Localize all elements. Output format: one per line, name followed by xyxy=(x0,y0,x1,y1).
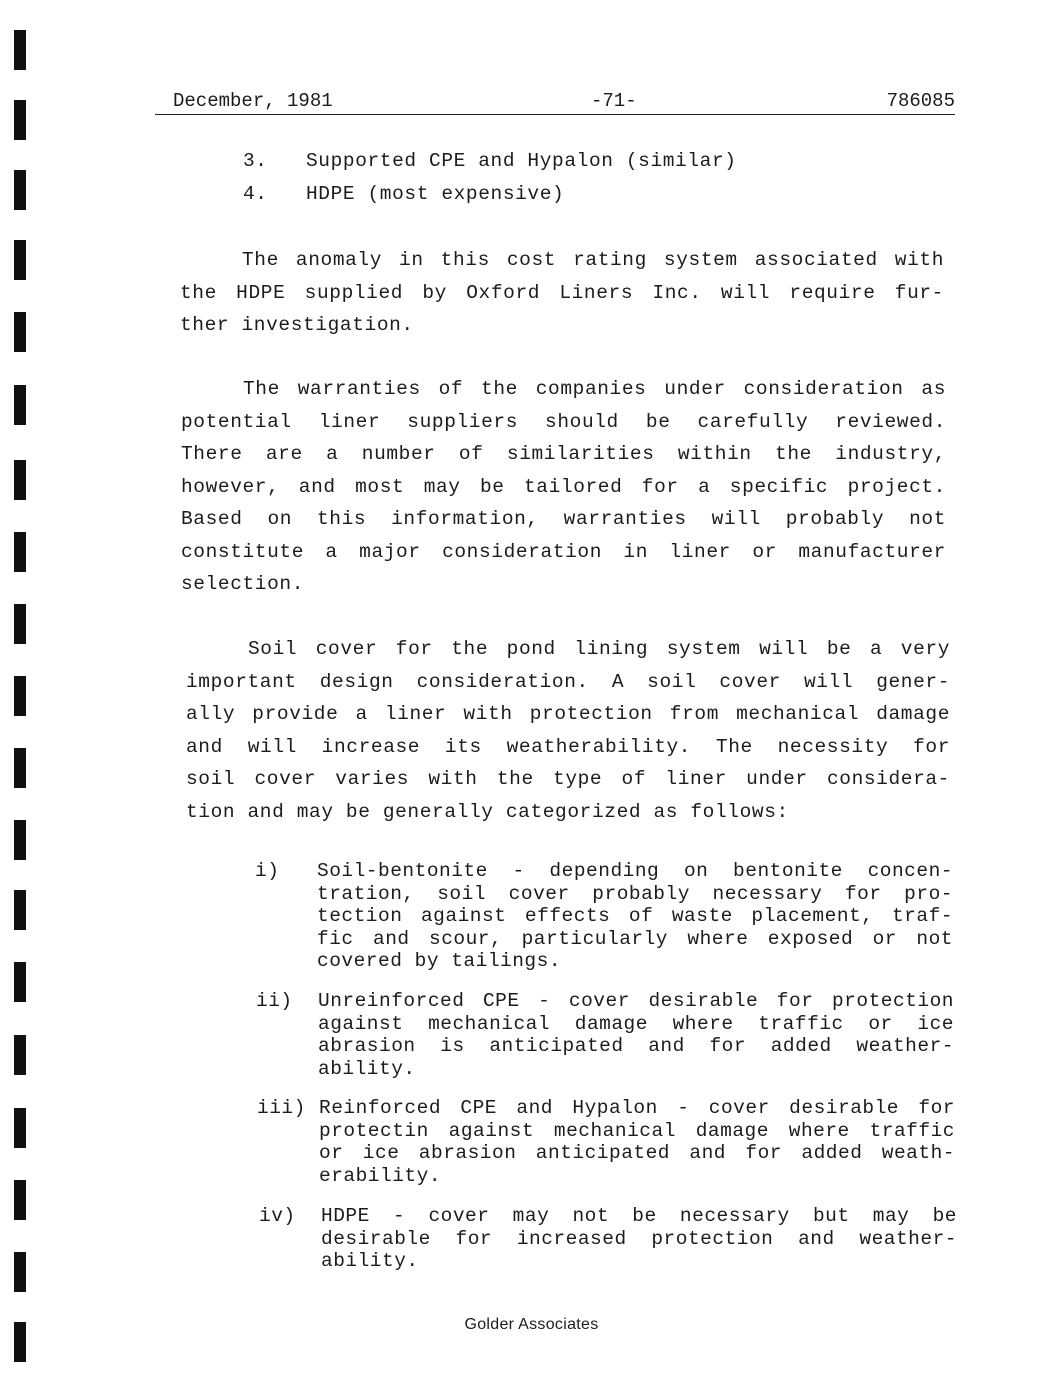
text-line: potential liner suppliers should be carefully reviewed. xyxy=(181,410,946,433)
text-line: erability. xyxy=(319,1164,442,1187)
binding-hole xyxy=(14,240,26,280)
binding-hole xyxy=(14,820,26,860)
item-marker: ii) xyxy=(256,990,293,1012)
text-line: The anomaly in this cost rating system associated with xyxy=(242,249,944,271)
document-number: 786085 xyxy=(886,90,955,112)
text-line: protectin against mechanical damage where traffic xyxy=(319,1119,955,1142)
text-line: ability. xyxy=(321,1250,419,1272)
binding-hole xyxy=(14,962,26,1002)
paragraph-soil-cover xyxy=(186,633,950,828)
text-line: against mechanical damage where traffic or ice xyxy=(318,1012,954,1035)
paragraph-warranties xyxy=(181,373,946,601)
text-line: Soil cover for the pond lining system will be a very xyxy=(248,638,950,660)
binding-hole xyxy=(14,1035,26,1075)
text-line: The warranties of the companies under consideration as xyxy=(243,378,946,400)
item-body xyxy=(318,990,954,1080)
text-line: ally provide a liner with protection from mechanical damage xyxy=(186,703,950,725)
binding-hole xyxy=(14,312,26,352)
text-line: tration, soil cover probably necessary for pro- xyxy=(317,882,953,905)
text-line: ther investigation. xyxy=(180,314,414,336)
text-line: Unreinforced CPE - cover desirable for protection xyxy=(318,990,954,1012)
page-number: -71- xyxy=(591,90,637,112)
text-line: selection. xyxy=(181,573,305,595)
text-line: covered by tailings. xyxy=(317,950,562,972)
text-line: the HDPE supplied by Oxford Liners Inc. will require fur- xyxy=(180,281,944,304)
text-line: important design consideration. A soil cover will gener- xyxy=(186,670,950,693)
text-line: constitute a major consideration in liner or manufacturer xyxy=(181,540,946,563)
binding-hole xyxy=(14,1108,26,1148)
item-body xyxy=(317,860,953,973)
binding-hole xyxy=(14,676,26,716)
item-marker: i) xyxy=(255,860,280,882)
binding-hole xyxy=(14,890,26,930)
text-line: fic and scour, particularly where exposed or not xyxy=(317,927,953,950)
binding-hole xyxy=(14,1180,26,1220)
binding-hole xyxy=(14,532,26,572)
item-marker: iv) xyxy=(259,1205,296,1227)
list-number: 4. xyxy=(243,183,268,205)
list-number: 3. xyxy=(243,150,268,172)
text-line: or ice abrasion anticipated and for added weath- xyxy=(319,1142,955,1164)
binding-hole xyxy=(14,100,26,140)
page-header xyxy=(155,86,955,115)
binding-hole xyxy=(14,1252,26,1292)
binding-hole xyxy=(14,30,26,70)
text-line: however, and most may be tailored for a specific project. xyxy=(181,475,946,498)
text-line: Reinforced CPE and Hypalon - cover desirable for xyxy=(319,1097,955,1119)
text-line: tection against effects of waste placement, traf- xyxy=(317,905,953,927)
paragraph-anomaly xyxy=(180,244,944,342)
binding-hole xyxy=(14,385,26,425)
item-marker: iii) xyxy=(257,1097,306,1119)
page-footer: Golder Associates xyxy=(464,1316,599,1333)
binding-hole xyxy=(14,460,26,500)
list-item: Supported CPE and Hypalon (similar) xyxy=(306,150,737,172)
binding-hole xyxy=(14,604,26,644)
text-line: desirable for increased protection and weather- xyxy=(321,1227,957,1250)
text-line: Based on this information, warranties will probably not xyxy=(181,508,946,530)
list-item: HDPE (most expensive) xyxy=(306,183,565,205)
text-line: tion and may be generally categorized as follows: xyxy=(186,800,789,823)
text-line: soil cover varies with the type of liner under considera- xyxy=(186,768,950,790)
text-line: HDPE - cover may not be necessary but may be xyxy=(321,1205,957,1227)
text-line: Soil-bentonite - depending on bentonite concen- xyxy=(317,860,953,882)
text-line: and will increase its weatherability. The necessity for xyxy=(186,735,950,758)
text-line: abrasion is anticipated and for added weather- xyxy=(318,1035,954,1057)
binding-hole xyxy=(14,170,26,210)
header-date: December, 1981 xyxy=(173,90,333,112)
text-line: ability. xyxy=(318,1057,416,1080)
item-body xyxy=(321,1205,957,1273)
item-body xyxy=(319,1097,955,1187)
text-line: There are a number of similarities within the industry, xyxy=(181,443,946,465)
binding-hole xyxy=(14,748,26,788)
